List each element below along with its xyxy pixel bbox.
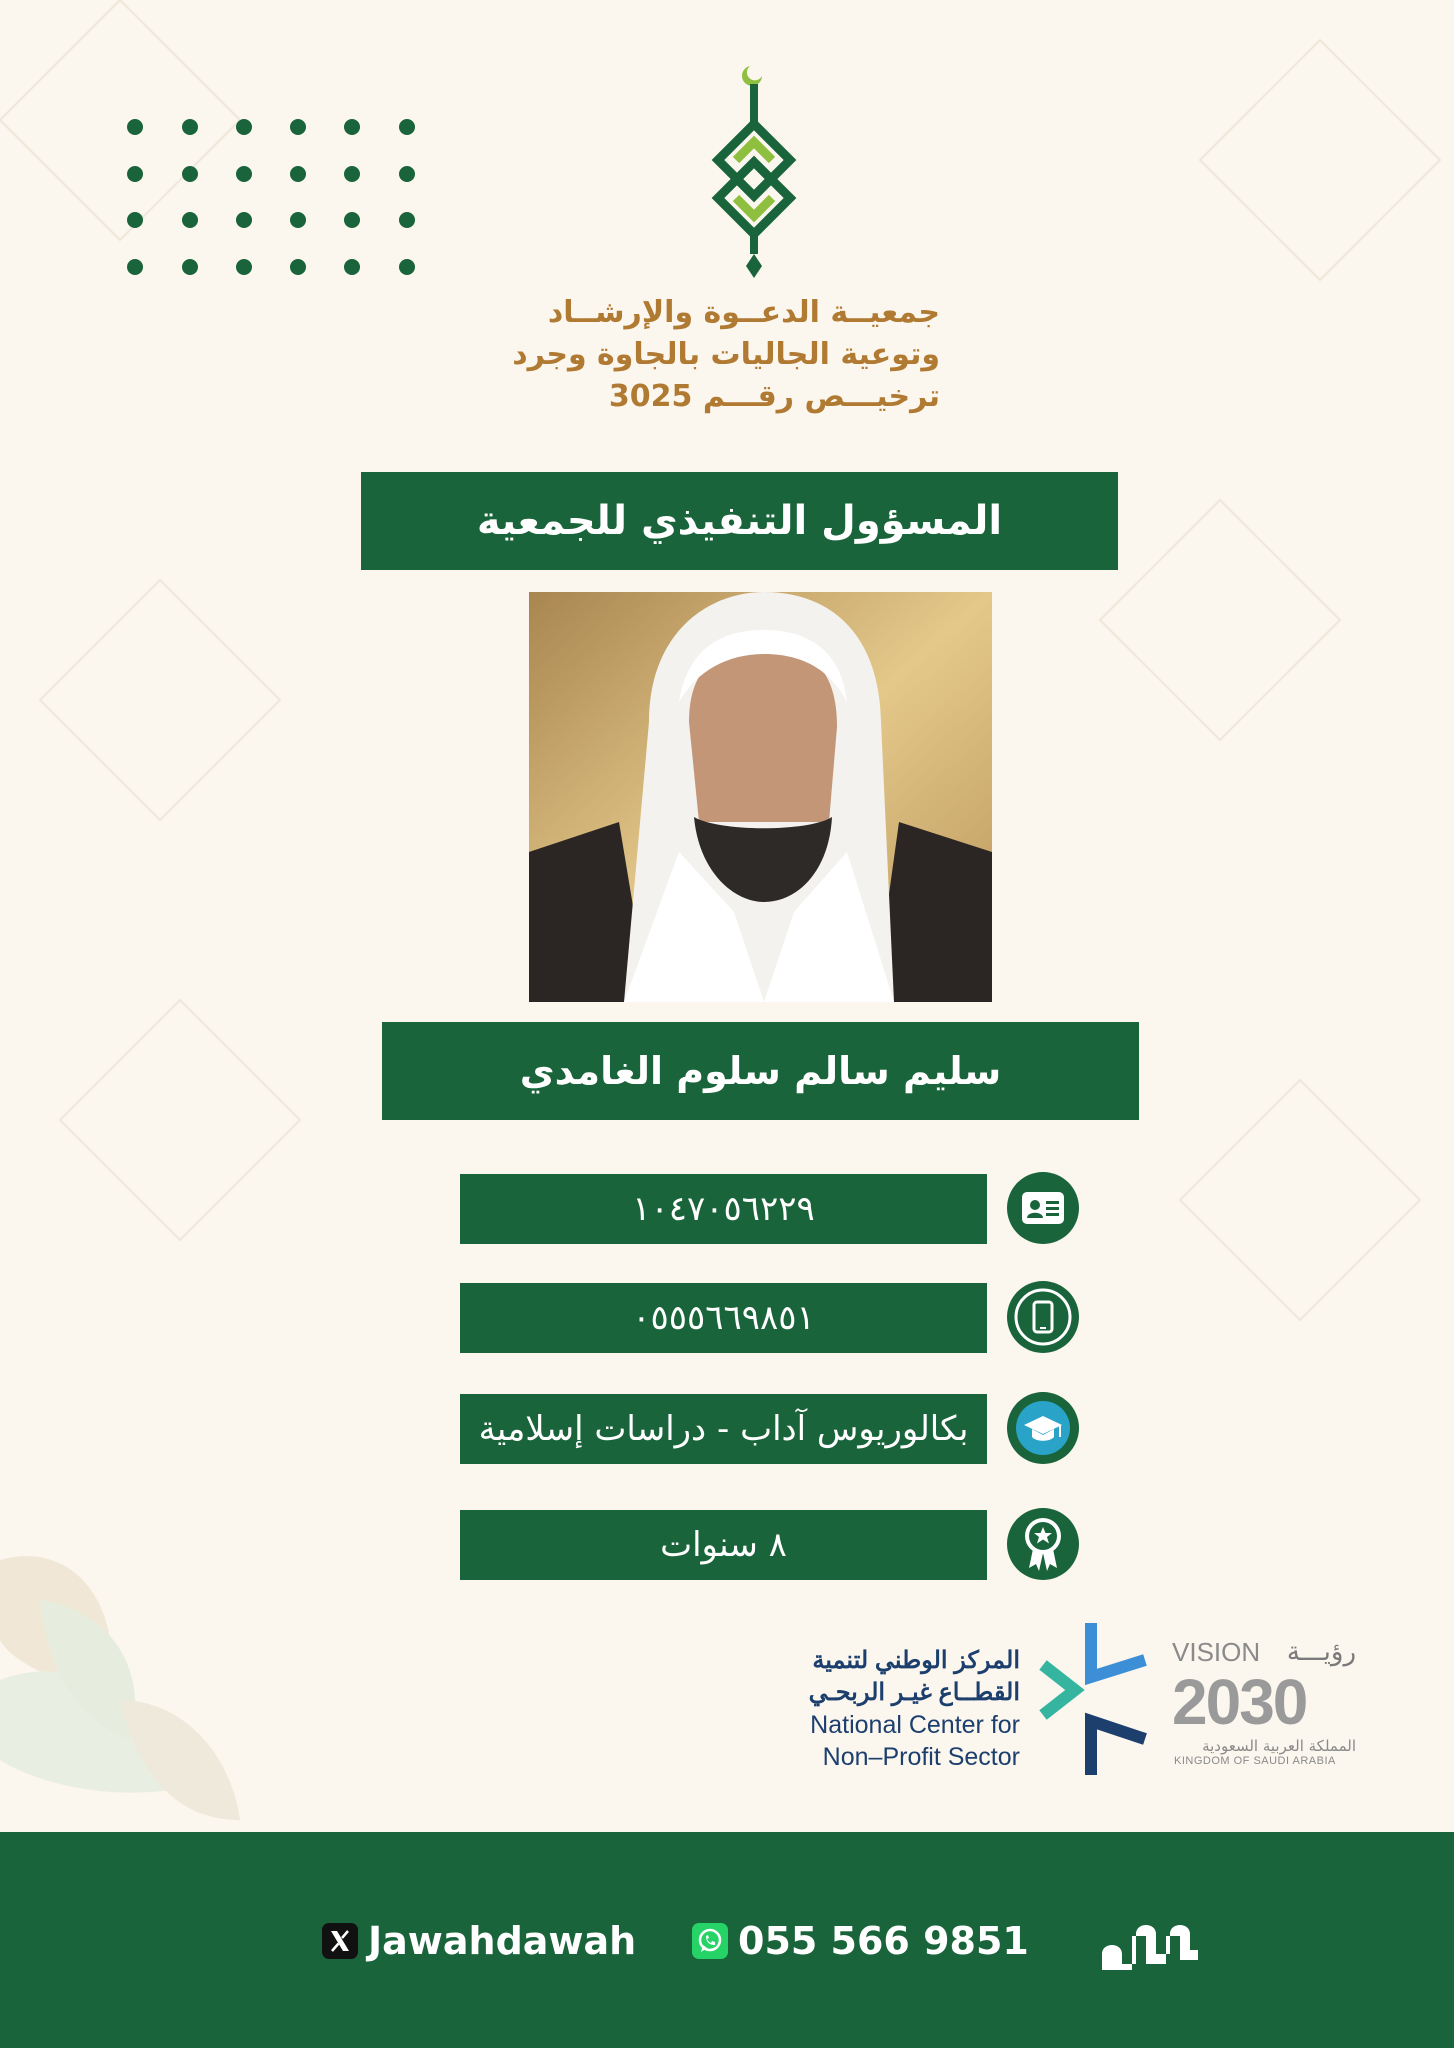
mobile-phone-icon bbox=[1007, 1281, 1079, 1353]
vision-label-ar: رؤيـــة bbox=[1286, 1637, 1356, 1667]
x-account-link[interactable] bbox=[322, 1916, 636, 1966]
association-logo bbox=[680, 62, 830, 292]
vision-country-ar: المملكة العربية السعودية bbox=[1202, 1737, 1356, 1755]
x-handle: Jawahdawah bbox=[368, 1919, 637, 1963]
association-name-line-1: جمعيــة الدعــوة والإرشــاد bbox=[547, 295, 940, 330]
experience-row bbox=[460, 1510, 1080, 1580]
id-number-field bbox=[460, 1174, 987, 1244]
award-badge-icon bbox=[1007, 1508, 1079, 1580]
license-number: ترخيـــص رقـــم 3025 bbox=[608, 379, 940, 414]
association-name bbox=[500, 292, 940, 418]
mobile-number-row bbox=[460, 1283, 1080, 1353]
education-field bbox=[460, 1394, 987, 1464]
person-photo bbox=[529, 592, 992, 1002]
id-number-value: ١٠٤٧٠٥٦٢٢٩ bbox=[632, 1189, 815, 1229]
graduation-cap-icon bbox=[1007, 1392, 1079, 1464]
whatsapp-number: 055 566 9851 bbox=[738, 1919, 1029, 1963]
role-title: المسؤول التنفيذي للجمعية bbox=[476, 498, 1003, 544]
vision-country-en: KINGDOM OF SAUDI ARABIA bbox=[1174, 1755, 1336, 1767]
ncnp-name-en-line-2: Non–Profit Sector bbox=[822, 1743, 1020, 1771]
vision-2030-logo bbox=[1172, 1637, 1362, 1767]
ncnp-name bbox=[780, 1645, 1020, 1773]
id-number-row bbox=[460, 1174, 1080, 1244]
partner-logos bbox=[780, 1615, 1360, 1795]
vision-year: 2030 bbox=[1172, 1666, 1307, 1738]
role-title-banner bbox=[361, 472, 1118, 570]
education-value: بكالوريوس آداب - دراسات إسلامية bbox=[478, 1409, 969, 1449]
mobile-number-field bbox=[460, 1283, 987, 1353]
x-logo-icon bbox=[322, 1923, 358, 1959]
person-name-banner bbox=[382, 1022, 1139, 1120]
ncnp-name-en-line-1: National Center for bbox=[810, 1711, 1020, 1739]
vision-label-en: VISION bbox=[1172, 1637, 1261, 1667]
whatsapp-icon bbox=[692, 1923, 728, 1959]
experience-field bbox=[460, 1510, 987, 1580]
person-name: سليم سالم سلوم الغامدي bbox=[519, 1049, 1002, 1093]
experience-value: ٨ سنوات bbox=[660, 1525, 787, 1565]
contact-footer bbox=[0, 1832, 1454, 2048]
mobile-number-value: ٠٥٥٥٦٦٩٨٥١ bbox=[632, 1298, 815, 1338]
whatsapp-contact-link[interactable] bbox=[692, 1916, 1029, 1966]
decorative-dot-grid bbox=[120, 112, 420, 282]
wave-brand-mark-icon bbox=[1100, 1920, 1200, 1972]
ncnp-name-ar-line-1: المركز الوطني لتنمية bbox=[812, 1647, 1020, 1674]
ncnp-logo-icon bbox=[1035, 1615, 1165, 1785]
education-row bbox=[460, 1394, 1080, 1464]
association-name-line-2: وتوعية الجاليات بالجاوة وجرد bbox=[512, 337, 940, 372]
id-card-icon bbox=[1007, 1172, 1079, 1244]
ncnp-name-ar-line-2: القطــاع غيـر الربحـي bbox=[808, 1679, 1020, 1706]
